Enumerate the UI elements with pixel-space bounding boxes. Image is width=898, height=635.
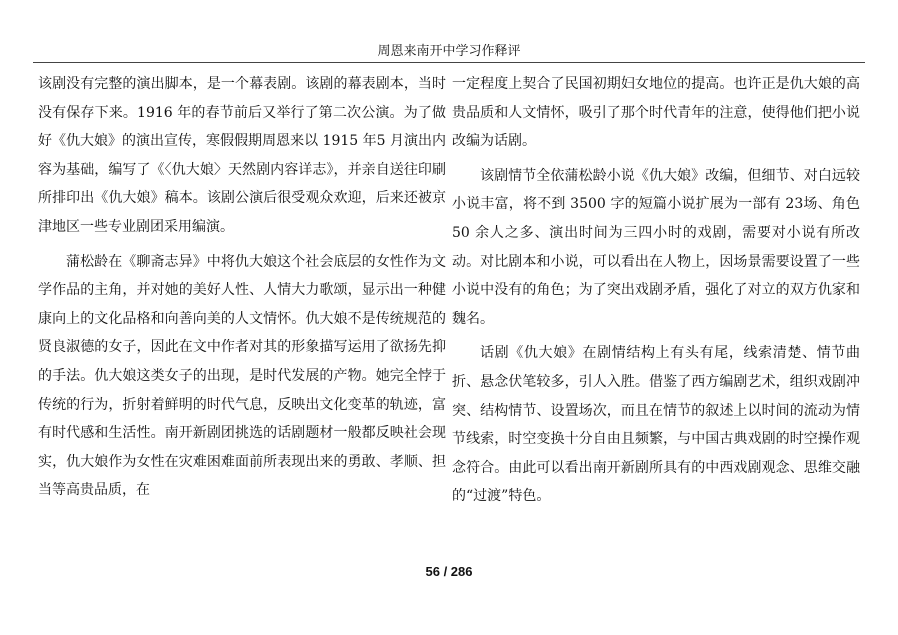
page-number: 56 / 286 bbox=[425, 564, 473, 579]
paragraph-continued: 该剧没有完整的演出脚本，是一个幕表剧。该剧的幕表剧本，当时没有保存下来。1916 年的春节前后又举行了第二次公演。为了做好《仇大娘》的演出宣传，寒假假期周恩来以 1915 年5 月演出内容为基础，编写了《〈仇大娘〉天然剧内容详志》，并亲自送往印刷所排印出《仇大娘》稿本。该剧公演后很受观众欢迎，后来还被京津地区一些专业剧团采用编演。 bbox=[38, 76, 446, 235]
paragraph: 蒲松龄在《聊斋志异》中将仇大娘这个社会底层的女性作为文学作品的主角，并对她的美好人性、人情大力歌颂，显示出一种健康向上的文化品格和向善向美的人文情怀。仇大娘不是传统规范的贤良淑德的女子，因此在文中作者对其的形象描写运用了欲扬先抑的手法。仇大娘这类女子的出现，是时代发展的产物。她完全悖于传统的行为，折射着鲜明的时代气息，反映出文化变革的轨迹，富有时代感和生活性。南开新剧团挑选的话剧题材一般都反映社会现实，仇大娘作为女性在灾难困难面前所表现出来的勇敢、孝顺、担当等高贵品质，在 bbox=[38, 253, 446, 499]
left-column bbox=[38, 70, 446, 505]
paragraph: 该剧情节全依蒲松龄小说《仇大娘》改编，但细节、对白远较小说丰富，将不到 3500 字的短篇小说扩展为一部有 23场、角色 50 余人之多、演出时间为三四小时的戏剧，需要对小说有所改动。对比剧本和小说，可以看出在人物上，因场景需要设置了一些小说中没有的角色；为了突出戏剧矛盾，强化了对立的双方仇家和魏名。 bbox=[452, 167, 860, 327]
paragraph: 话剧《仇大娘》在剧情结构上有头有尾，线索清楚、情节曲折、悬念伏笔较多，引人入胜。借鉴了西方编剧艺术，组织戏剧冲突、结构情节、设置场次，而且在情节的叙述上以时间的流动为情节线索，时空变换十分自由且频繁，与中国古典戏剧的时空操作观念符合。由此可以看出南开新剧所具有的中西戏剧观念、思维交融的“过渡”特色。 bbox=[452, 345, 860, 505]
right-column bbox=[452, 70, 860, 511]
paragraph-continued: 一定程度上契合了民国初期妇女地位的提高。也许正是仇大娘的高贵品质和人文情怀，吸引了那个时代青年的注意，使得他们把小说改编为话剧。 bbox=[452, 76, 860, 150]
running-header: 周恩来南开中学习作释评 bbox=[377, 44, 521, 59]
header-rule bbox=[33, 62, 865, 63]
